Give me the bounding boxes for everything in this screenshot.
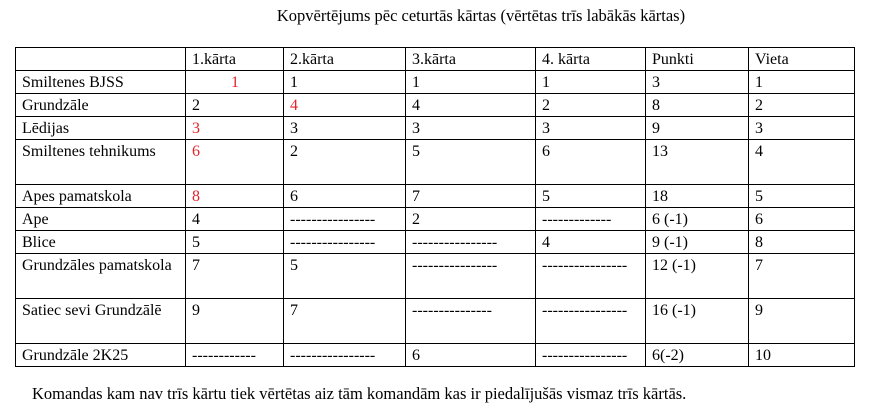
round-2-result: 4 [284, 94, 406, 117]
round-3-result: 4 [406, 94, 536, 117]
place: 1 [749, 71, 855, 94]
points-total: 16 (-1) [646, 299, 749, 344]
round-1-result: ------------ [186, 344, 284, 367]
points-total: 6(-2) [646, 344, 749, 367]
round-2-result: ---------------- [284, 231, 406, 254]
round-4-result: 5 [536, 185, 646, 208]
table-row [16, 71, 855, 94]
round-3-result: ---------------- [406, 254, 536, 299]
round-3-result: --------------- [406, 299, 536, 344]
round-4-result: 1 [536, 71, 646, 94]
round-2-result: ---------------- [284, 208, 406, 231]
place: 4 [749, 140, 855, 185]
place: 3 [749, 117, 855, 140]
team-name: Smiltenes BJSS [16, 71, 186, 94]
round-1-result: 7 [186, 254, 284, 299]
header-round-4: 4. kārta [536, 48, 646, 71]
points-total: 13 [646, 140, 749, 185]
header-round-1: 1.kārta [186, 48, 284, 71]
round-2-result: ---------------- [284, 344, 406, 367]
round-2-result: 5 [284, 254, 406, 299]
points-total: 3 [646, 71, 749, 94]
round-3-result: 3 [406, 117, 536, 140]
round-4-result: 4 [536, 231, 646, 254]
round-4-result: ------------- [536, 208, 646, 231]
table-row [16, 299, 855, 344]
team-name: Ape [16, 208, 186, 231]
table-row [16, 94, 855, 117]
place: 10 [749, 344, 855, 367]
round-1-result: 3 [186, 117, 284, 140]
round-4-result: ---------------- [536, 299, 646, 344]
table-header-row [16, 48, 855, 71]
round-3-result: 5 [406, 140, 536, 185]
header-round-3: 3.kārta [406, 48, 536, 71]
header-team [16, 48, 186, 71]
place: 6 [749, 208, 855, 231]
team-name: Grundzāles pamatskola [16, 254, 186, 299]
round-4-result: 3 [536, 117, 646, 140]
team-name: Smiltenes tehnikums [16, 140, 186, 185]
header-points: Punkti [646, 48, 749, 71]
points-total: 8 [646, 94, 749, 117]
table-row [16, 208, 855, 231]
round-2-result: 3 [284, 117, 406, 140]
table-row [16, 344, 855, 367]
place: 2 [749, 94, 855, 117]
round-1-result: 4 [186, 208, 284, 231]
round-1-result: 9 [186, 299, 284, 344]
team-name: Lēdijas [16, 117, 186, 140]
round-2-result: 1 [284, 71, 406, 94]
document-title: Kopvērtējums pēc ceturtās kārtas (vērtētas trīs labākās kārtas) [276, 6, 686, 25]
points-total: 18 [646, 185, 749, 208]
place: 9 [749, 299, 855, 344]
points-total: 6 (-1) [646, 208, 749, 231]
round-3-result: 1 [406, 71, 536, 94]
round-1-result: 1 [186, 71, 284, 94]
round-4-result: ---------------- [536, 344, 646, 367]
team-name: Apes pamatskola [16, 185, 186, 208]
round-2-result: 7 [284, 299, 406, 344]
round-3-result: ---------------- [406, 231, 536, 254]
place: 7 [749, 254, 855, 299]
round-1-result: 5 [186, 231, 284, 254]
points-total: 12 (-1) [646, 254, 749, 299]
round-2-result: 6 [284, 185, 406, 208]
team-name: Satiec sevi Grundzālē [16, 299, 186, 344]
round-3-result: 2 [406, 208, 536, 231]
points-total: 9 [646, 117, 749, 140]
table-row [16, 185, 855, 208]
round-3-result: 6 [406, 344, 536, 367]
place: 8 [749, 231, 855, 254]
round-4-result: 6 [536, 140, 646, 185]
header-place: Vieta [749, 48, 855, 71]
round-1-result: 6 [186, 140, 284, 185]
footnote: Komandas kam nav trīs kārtu tiek vērtētas aiz tām komandām kas ir piedalījušās vismaz trīs kārtās. [32, 384, 687, 403]
table-row [16, 140, 855, 185]
team-name: Grundzāle [16, 94, 186, 117]
round-1-result: 2 [186, 94, 284, 117]
points-total: 9 (-1) [646, 231, 749, 254]
round-4-result: 2 [536, 94, 646, 117]
header-round-2: 2.kārta [284, 48, 406, 71]
round-2-result: 2 [284, 140, 406, 185]
table-row [16, 117, 855, 140]
round-1-result: 8 [186, 185, 284, 208]
team-name: Blice [16, 231, 186, 254]
standings-table [15, 47, 855, 367]
table-row [16, 231, 855, 254]
place: 5 [749, 185, 855, 208]
round-4-result: ---------------- [536, 254, 646, 299]
team-name: Grundzāle 2K25 [16, 344, 186, 367]
table-row [16, 254, 855, 299]
round-3-result: 7 [406, 185, 536, 208]
